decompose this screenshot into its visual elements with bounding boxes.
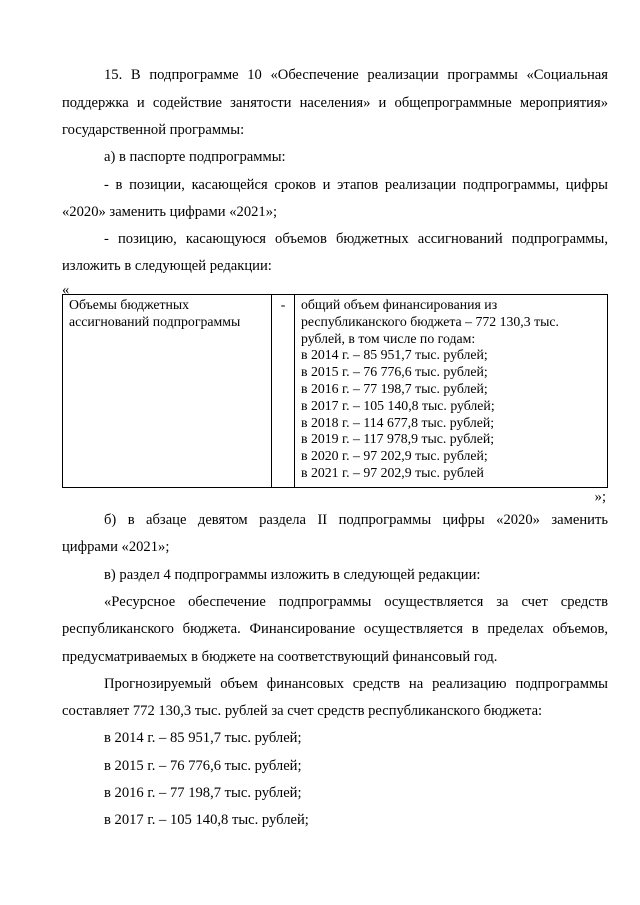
table-value-line: в 2020 г. – 97 202,9 тыс. рублей; (301, 448, 488, 464)
table-label-line: Объемы бюджетных (69, 297, 190, 312)
table-value-line: в 2018 г. – 114 677,8 тыс. рублей; (301, 414, 495, 430)
subitem-b-line-2: цифрами «2021»; (62, 539, 170, 555)
section4-para2-line-2: составляет 772 130,3 тыс. рублей за счет средств республиканского бюджета: (62, 703, 543, 719)
table-value-line: в 2019 г. – 117 978,9 тыс. рублей; (301, 431, 495, 447)
subitem-a: а) в паспорте подпрограммы: (104, 149, 286, 165)
subitem-b-line-1: б) в абзаце девятом раздела II подпрограммы цифры «2020» заменить (104, 512, 608, 528)
paragraph-15-line-2: поддержка и содействие занятости населения» и общепрограммные мероприятия» (62, 95, 608, 111)
close-quote: »; (594, 489, 606, 505)
table-value-line: в 2014 г. – 85 951,7 тыс. рублей; (301, 347, 488, 363)
dash-item-1-line-2: «2020» заменить цифрами «2021»; (62, 204, 278, 220)
section4-para2-line-1: Прогнозируемый объем финансовых средств на реализацию подпрограммы (104, 676, 608, 692)
paragraph-15-line-1: 15. В подпрограмме 10 «Обеспечение реализации программы «Социальная (104, 67, 608, 83)
table-dash-cell: - (272, 295, 295, 488)
paragraph-15-line-3: государственной программы: (62, 122, 245, 138)
year-line: в 2015 г. – 76 776,6 тыс. рублей; (104, 758, 302, 774)
table-value-cell (295, 295, 608, 488)
table-label-cell (63, 295, 272, 488)
table-label-line: ассигнований подпрограммы (69, 313, 241, 329)
table-value-line: общий объем финансирования из (301, 297, 498, 312)
open-quote: « (62, 282, 70, 298)
subitem-v: в) раздел 4 подпрограммы изложить в следующей редакции: (104, 567, 481, 583)
table-value-line: в 2021 г. – 97 202,9 тыс. рублей (301, 464, 484, 480)
section4-para1-line-3: предусматриваемых в бюджете на соответствующий финансовый год. (62, 649, 498, 665)
year-line: в 2014 г. – 85 951,7 тыс. рублей; (104, 730, 302, 746)
table-value-line: республиканского бюджета – 772 130,3 тыс. (301, 313, 559, 329)
dash-item-2-line-1: - позицию, касающуюся объемов бюджетных ассигнований подпрограммы, (104, 231, 608, 247)
table-value-line: в 2017 г. – 105 140,8 тыс. рублей; (301, 397, 495, 413)
section4-para1-line-1: «Ресурсное обеспечение подпрограммы осуществляется за счет средств (104, 594, 608, 610)
table-row (63, 295, 608, 488)
year-line: в 2016 г. – 77 198,7 тыс. рублей; (104, 785, 302, 801)
passport-table (62, 294, 608, 488)
year-line: в 2017 г. – 105 140,8 тыс. рублей; (104, 812, 309, 828)
dash-item-1-line-1: - в позиции, касающейся сроков и этапов реализации подпрограммы, цифры (104, 177, 608, 193)
table-value-line: в 2016 г. – 77 198,7 тыс. рублей; (301, 380, 488, 396)
section4-para1-line-2: республиканского бюджета. Финансирование осуществляется в пределах объемов, (62, 621, 608, 637)
table-value-line: рублей, в том числе по годам: (301, 330, 476, 346)
dash-item-2-line-2: изложить в следующей редакции: (62, 258, 272, 274)
table-value-line: в 2015 г. – 76 776,6 тыс. рублей; (301, 364, 488, 380)
